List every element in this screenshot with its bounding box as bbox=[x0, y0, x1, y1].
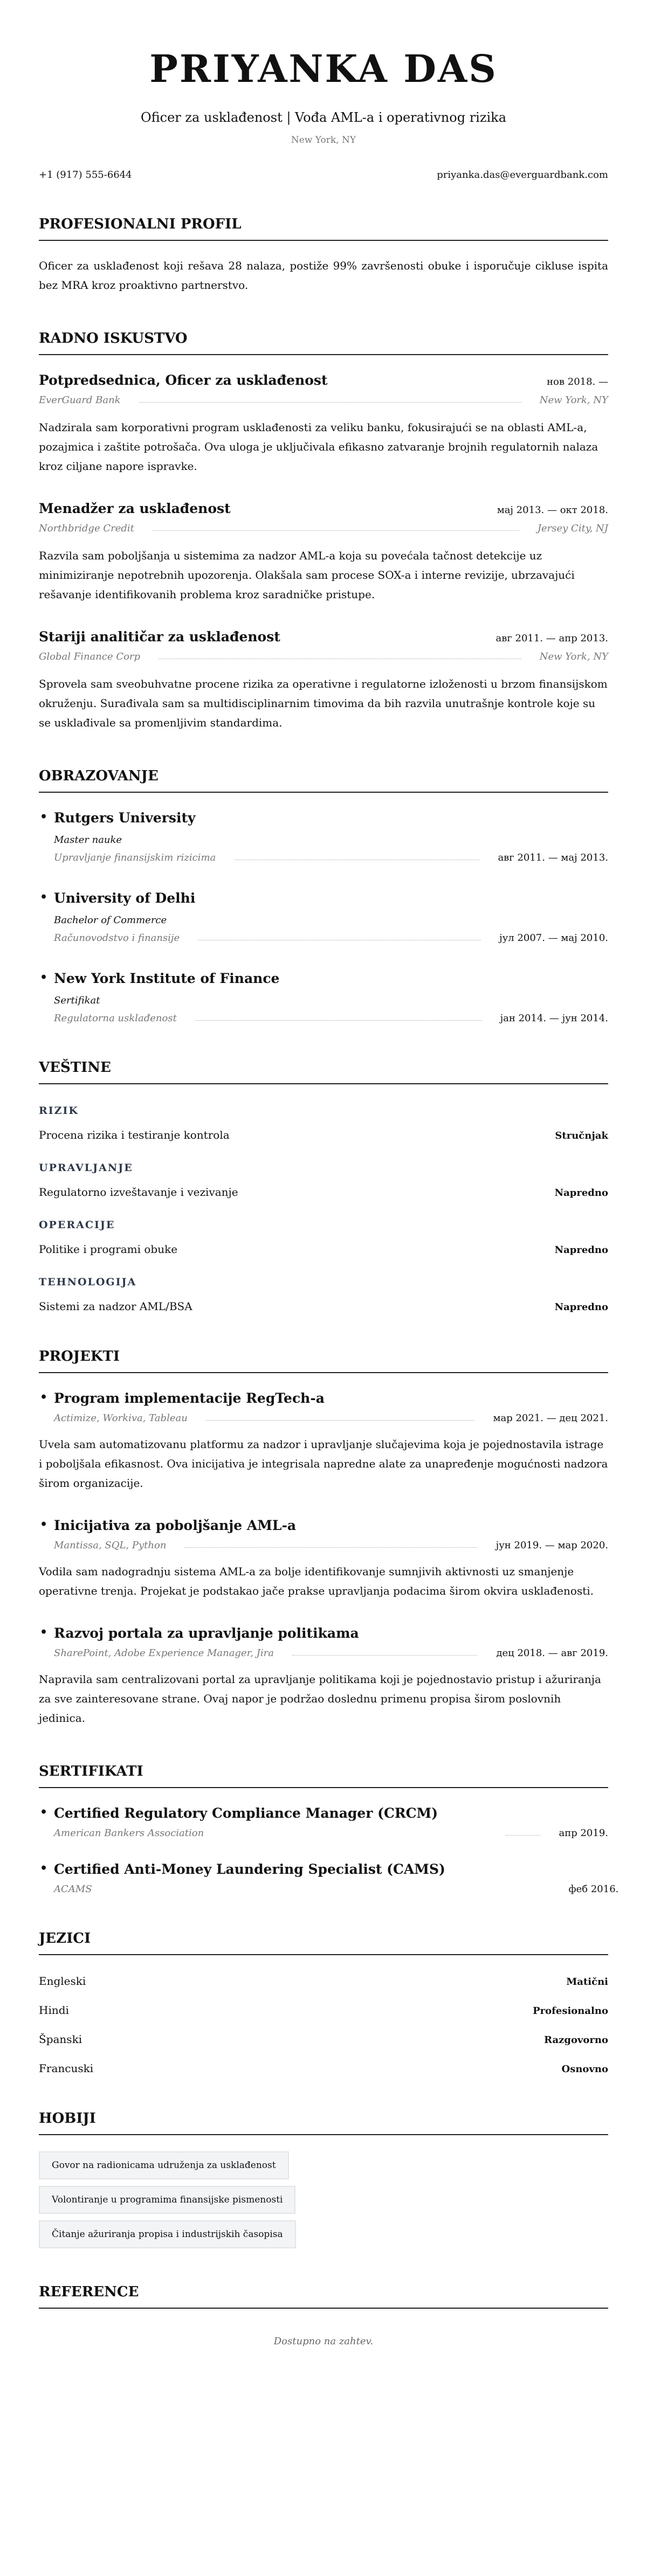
references-section bbox=[39, 2284, 608, 2347]
school-name: New York Institute of Finance bbox=[54, 971, 280, 986]
field: Upravljanje finansijskim rizicima bbox=[54, 852, 216, 863]
profile-section bbox=[39, 216, 608, 295]
education-section bbox=[39, 768, 608, 1024]
bullet-icon: • bbox=[40, 971, 48, 985]
project-description: Uvela sam automatizovanu platformu za nadzor i upravljanje slučajevima koja je pojednostavila istrage i poboljšala efikasnost. Ova inicijativa je integrisala napredne alate za unapređenje mogućnosti nadzora širom organizacije. bbox=[39, 1438, 608, 1490]
headline: Oficer za usklađenost | Vođa AML-a i operativnog rizika bbox=[140, 110, 507, 125]
dotted-leader bbox=[153, 530, 519, 531]
skill-level: Stručnjak bbox=[555, 1130, 608, 1141]
dotted-leader bbox=[506, 1835, 540, 1836]
language-level: Osnovno bbox=[561, 2063, 608, 2075]
skill-group bbox=[39, 1105, 608, 1141]
job-location: New York, NY bbox=[539, 651, 608, 662]
skill-name: Regulatorno izveštavanje i vezivanje bbox=[39, 1186, 238, 1199]
certification-entry bbox=[39, 1805, 608, 1839]
edu-date: авг 2011. — мај 2013. bbox=[498, 852, 608, 863]
project-date: дец 2018. — авг 2019. bbox=[496, 1647, 608, 1659]
project-description: Napravila sam centralizovani portal za upravljanje politikama koji je pojednostavio pristup i ažuriranja za sve zainteresovane strane. Ovaj napor je podržao doslednu primenu propisa širom poslovnih jedinica. bbox=[39, 1673, 601, 1725]
section-title: HOBIJI bbox=[39, 2110, 608, 2135]
certification-entry bbox=[39, 1861, 619, 1895]
hobbies-section bbox=[39, 2110, 608, 2248]
dotted-leader bbox=[184, 1547, 477, 1548]
cert-date: феб 2016. bbox=[568, 1883, 619, 1895]
skill-level: Napredno bbox=[554, 1187, 608, 1199]
skill-level: Napredno bbox=[554, 1301, 608, 1313]
project-name: Program implementacije RegTech-a bbox=[54, 1390, 325, 1406]
edu-date: јан 2014. — јун 2014. bbox=[500, 1013, 608, 1024]
job-title: Stariji analitičar za usklađenost bbox=[39, 629, 280, 645]
bullet-icon: • bbox=[40, 1518, 48, 1532]
references-note: Dostupno na zahtev. bbox=[273, 2336, 374, 2347]
section-title: REFERENCE bbox=[39, 2284, 608, 2309]
certification-name: Certified Anti-Money Laundering Specialist (CAMS) bbox=[54, 1861, 445, 1877]
project-date: јун 2019. — мар 2020. bbox=[495, 1540, 608, 1551]
bullet-icon: • bbox=[40, 1390, 48, 1404]
experience-section bbox=[39, 330, 608, 732]
skill-name: Politike i programi obuke bbox=[39, 1243, 178, 1256]
hobby-chip: Volontiranje u programima finansijske pismenosti bbox=[39, 2186, 295, 2214]
school-name: University of Delhi bbox=[54, 890, 196, 906]
bullet-icon: • bbox=[40, 890, 48, 904]
hobby-chip: Čitanje ažuriranja propisa i industrijskih časopisa bbox=[39, 2220, 296, 2248]
job-title: Menadžer za usklađenost bbox=[39, 501, 231, 516]
bullet-icon: • bbox=[40, 810, 48, 824]
language-level: Profesionalno bbox=[533, 2005, 608, 2017]
language-level: Matični bbox=[566, 1976, 608, 1988]
location: New York, NY bbox=[291, 135, 356, 146]
skill-category: RIZIK bbox=[39, 1105, 79, 1117]
language-name: Engleski bbox=[39, 1975, 86, 1988]
section-title: OBRAZOVANJE bbox=[39, 768, 608, 793]
profile-text: Oficer za usklađenost koji rešava 28 nalaza, postiže 99% završenosti obuke i isporučuje cikluse ispita bez MRA kroz proaktivno partnerstvo. bbox=[39, 259, 608, 292]
hobby-list bbox=[39, 2151, 608, 2248]
project-entry bbox=[39, 1390, 608, 1424]
certifications-section bbox=[39, 1763, 619, 1895]
phone[interactable]: +1 (917) 555-6644 bbox=[39, 169, 132, 181]
job-title: Potpredsednica, Oficer za usklađenost bbox=[39, 372, 328, 388]
education-entry bbox=[39, 971, 608, 1024]
section-title: JEZICI bbox=[39, 1930, 608, 1955]
school-name: Rutgers University bbox=[54, 810, 196, 826]
job-description: Nadzirala sam korporativni program usklađenosti za veliku banku, fokusirajući se na oblasti AML-a, pozajmica i zaštite potrošača. Ova uloga je uključivala efikasno zatvaranje brojnih regulatornih nalaza kroz ciljane napore ispravke. bbox=[39, 421, 598, 473]
degree: Sertifikat bbox=[54, 995, 100, 1006]
projects-section bbox=[39, 1348, 608, 1728]
skill-group bbox=[39, 1162, 608, 1199]
language-name: Španski bbox=[39, 2033, 82, 2046]
company: EverGuard Bank bbox=[39, 394, 121, 406]
skill-name: Sistemi za nadzor AML/BSA bbox=[39, 1300, 192, 1313]
dotted-leader bbox=[206, 1420, 475, 1421]
skill-group bbox=[39, 1219, 608, 1256]
education-entry bbox=[39, 890, 608, 944]
email[interactable]: priyanka.das@everguardbank.com bbox=[437, 169, 608, 181]
project-tools: SharePoint, Adobe Experience Manager, Jira bbox=[54, 1647, 274, 1659]
job-date: авг 2011. — апр 2013. bbox=[495, 633, 608, 644]
skill-level: Napredno bbox=[554, 1244, 608, 1256]
section-title: SERTIFIKATI bbox=[39, 1763, 608, 1788]
candidate-name: PRIYANKA DAS bbox=[149, 46, 498, 91]
project-tools: Actimize, Workiva, Tableau bbox=[54, 1412, 188, 1424]
bullet-icon: • bbox=[40, 1625, 48, 1639]
language-list bbox=[39, 1975, 608, 2075]
cert-date: апр 2019. bbox=[559, 1827, 608, 1839]
language-item bbox=[39, 2062, 608, 2075]
company: Northbridge Credit bbox=[39, 523, 134, 534]
dotted-leader bbox=[292, 1655, 478, 1656]
bullet-icon: • bbox=[40, 1805, 48, 1819]
project-name: Inicijativa za poboljšanje AML-a bbox=[54, 1518, 297, 1533]
language-level: Razgovorno bbox=[544, 2034, 608, 2046]
dotted-leader bbox=[139, 402, 521, 403]
job-location: New York, NY bbox=[539, 394, 608, 406]
job-description: Sprovela sam sveobuhvatne procene rizika za operativne i regulatorne izloženosti u brzom finansijskom okruženju. Surađivala sam sa multidisciplinarnim timovima da bih razvila unutrašnje kontrole koje su se usklađivale sa promenljivim standardima. bbox=[39, 677, 608, 729]
dotted-leader bbox=[195, 1020, 482, 1021]
job-entry bbox=[39, 372, 608, 476]
contact-row bbox=[39, 169, 608, 181]
skill-category: TEHNOLOGIJA bbox=[39, 1276, 137, 1288]
job-location: Jersey City, NJ bbox=[537, 523, 608, 534]
job-date: нов 2018. — bbox=[547, 376, 608, 387]
bullet-icon: • bbox=[40, 1861, 48, 1875]
skill-category: UPRAVLJANJE bbox=[39, 1162, 133, 1174]
project-date: мар 2021. — дец 2021. bbox=[493, 1412, 608, 1424]
hobby-chip: Govor na radionicama udruženja za usklađenost bbox=[39, 2151, 289, 2179]
job-description: Razvila sam poboljšanja u sistemima za nadzor AML-a koja su povećala tačnost detekcije uz minimiziranje nepotrebnih upozorenja. Olakšala sam procese SOX-a i interne revizije, ubrzavajući rešavanje identifikovanih problema kroz saradničke pristupe. bbox=[39, 549, 575, 601]
section-title: RADNO ISKUSTVO bbox=[39, 330, 608, 355]
degree: Master nauke bbox=[54, 834, 122, 846]
certification-name: Certified Regulatory Compliance Manager (CRCM) bbox=[54, 1805, 438, 1821]
language-item bbox=[39, 2004, 608, 2017]
languages-section bbox=[39, 1930, 608, 2075]
field: Regulatorna usklađenost bbox=[54, 1013, 177, 1024]
job-entry bbox=[39, 629, 608, 732]
section-title: PROJEKTI bbox=[39, 1348, 608, 1373]
job-entry bbox=[39, 501, 608, 604]
project-description: Vodila sam nadogradnju sistema AML-a za bolje identifikovanje sumnjivih aktivnosti uz smanjenje operativne trenja. Projekat je podstakao jače prakse upravljanja podacima širom okvira usklađenosti. bbox=[39, 1565, 594, 1597]
edu-date: јул 2007. — мај 2010. bbox=[499, 932, 608, 944]
project-tools: Mantissa, SQL, Python bbox=[54, 1540, 167, 1551]
skill-group bbox=[39, 1276, 608, 1313]
degree: Bachelor of Commerce bbox=[54, 915, 167, 926]
project-entry bbox=[39, 1518, 608, 1551]
job-date: мај 2013. — окт 2018. bbox=[497, 504, 608, 516]
field: Računovodstvo i finansije bbox=[54, 932, 180, 944]
project-name: Razvoj portala za upravljanje politikama bbox=[54, 1625, 359, 1641]
company: Global Finance Corp bbox=[39, 651, 141, 662]
issuer: American Bankers Association bbox=[54, 1827, 204, 1839]
section-title: VEŠTINE bbox=[39, 1060, 608, 1084]
language-name: Hindi bbox=[39, 2004, 69, 2017]
issuer: ACAMS bbox=[54, 1883, 92, 1895]
language-name: Francuski bbox=[39, 2062, 94, 2075]
resume-header bbox=[39, 47, 608, 181]
skill-name: Procena rizika i testiranje kontrola bbox=[39, 1128, 230, 1141]
section-title: PROFESIONALNI PROFIL bbox=[39, 216, 608, 241]
language-item bbox=[39, 2033, 608, 2046]
project-entry bbox=[39, 1625, 608, 1659]
skills-section bbox=[39, 1060, 608, 1313]
language-item bbox=[39, 1975, 608, 1988]
education-entry bbox=[39, 810, 608, 863]
skill-category: OPERACIJE bbox=[39, 1219, 115, 1231]
